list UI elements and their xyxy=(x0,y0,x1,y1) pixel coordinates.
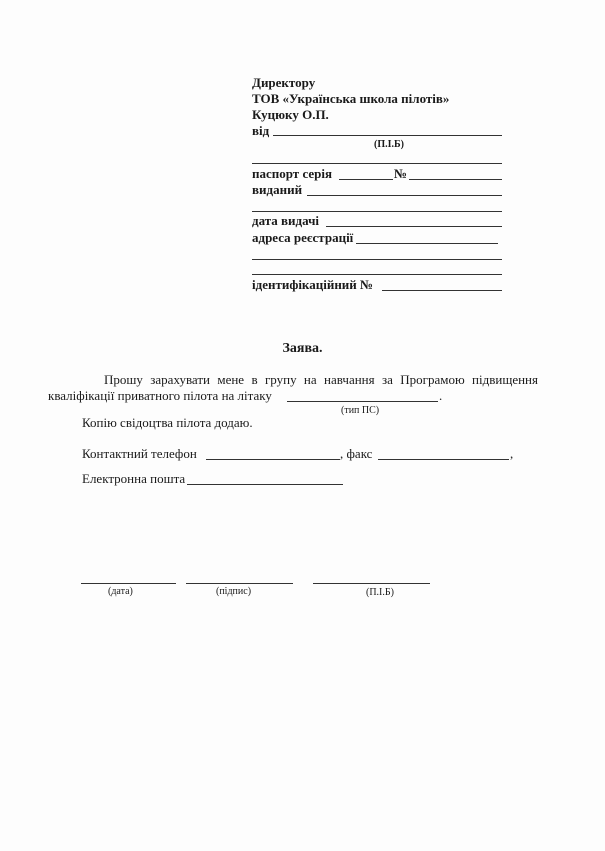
date-signature-field[interactable] xyxy=(81,583,176,584)
request-line-1: Прошу зарахувати мене в групу на навчання за Програмою підвищення xyxy=(104,372,538,387)
id-number-label: ідентифікаційний № xyxy=(252,277,374,292)
from-label: від xyxy=(252,123,270,138)
address-label: адреса реєстрації xyxy=(252,230,354,245)
from-name-field[interactable] xyxy=(273,135,502,136)
addressee-line-name: Куцюку О.П. xyxy=(252,107,329,122)
email-field[interactable] xyxy=(187,484,343,485)
aircraft-type-caption: (тип ПС) xyxy=(341,405,380,416)
issue-date-field[interactable] xyxy=(326,226,502,227)
pib-signature-field[interactable] xyxy=(313,583,430,584)
request-line-end: . xyxy=(439,388,443,403)
phone-field[interactable] xyxy=(206,459,340,460)
passport-number-label: № xyxy=(394,166,408,181)
issue-date-label: дата видачі xyxy=(252,213,320,228)
from-pib-caption: (П.І.Б) xyxy=(374,139,404,150)
aircraft-type-field[interactable] xyxy=(287,401,438,402)
issued-field[interactable] xyxy=(307,195,502,196)
addressee-line-company: ТОВ «Українська школа пілотів» xyxy=(252,91,450,106)
signature-caption: (підпис) xyxy=(216,586,252,597)
passport-series-field[interactable] xyxy=(339,179,393,180)
request-line-2: кваліфікації приватного пілота на літаку xyxy=(48,388,272,403)
address-field-3[interactable] xyxy=(252,274,502,275)
from-name-field-2[interactable] xyxy=(252,163,502,164)
id-number-field[interactable] xyxy=(382,290,502,291)
fax-field[interactable] xyxy=(378,459,509,460)
issued-field-2[interactable] xyxy=(252,211,502,212)
addressee-line-director: Директору xyxy=(252,75,316,90)
email-label: Електронна пошта xyxy=(82,471,186,486)
address-field-2[interactable] xyxy=(252,259,502,260)
fax-label: , факс xyxy=(340,446,373,461)
issued-label: виданий xyxy=(252,182,303,197)
address-field[interactable] xyxy=(356,243,498,244)
document-title: Заява. xyxy=(282,341,323,356)
phone-label: Контактний телефон xyxy=(82,446,197,461)
pib-caption: (П.І.Б) xyxy=(366,587,394,598)
passport-number-field[interactable] xyxy=(409,179,502,180)
attachment-note: Копію свідоцтва пілота додаю. xyxy=(82,415,253,430)
fax-end: , xyxy=(510,446,514,461)
signature-field[interactable] xyxy=(186,583,293,584)
request-paragraph xyxy=(82,372,538,388)
date-caption: (дата) xyxy=(108,586,133,597)
passport-label: паспорт серія xyxy=(252,166,333,181)
